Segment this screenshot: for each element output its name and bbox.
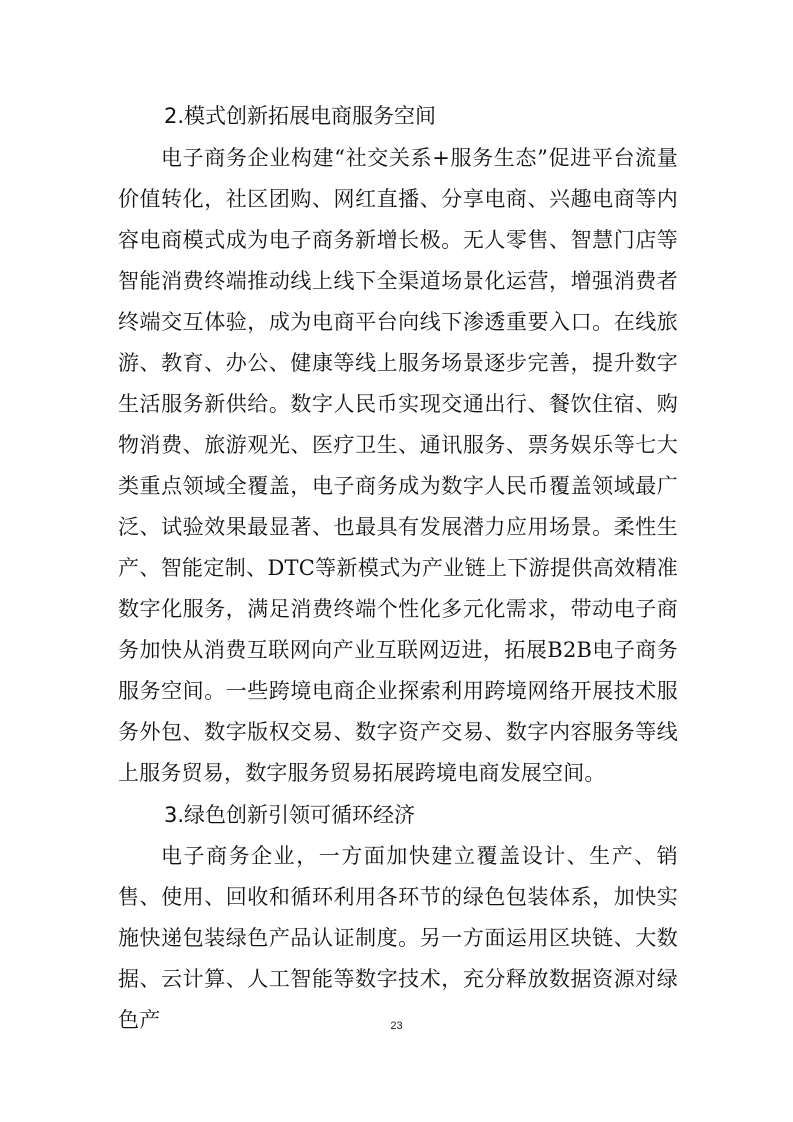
section-2-paragraph: 电子商务企业构建“社交关系+服务生态”促进平台流量价值转化，社区团购、网红直播、分享电商、兴趣电商等内容电商模式成为电子商务新增长极。无人零售、智慧门店等智能消费终端推动线上线下全渠道场景化运营，增强消费者终端交互体验，成为电商平台向线下渗透重要入口。在线旅游、教育、办公、健康等线上服务场景逐步完善，提升数字生活服务新供给。数字人民币实现交通出行、餐饮住宿、购物消费、旅游观光、医疗卫生、通讯服务、票务娱乐等七大类重点领域全覆盖，电子商务成为数字人民币覆盖领域最广泛、试验效果最显著、也最具有发展潜力应用场景。柔性生产、智能定制、DTC等新模式为产业链上下游提供高效精准数字化服务，满足消费终端个性化多元化需求，带动电子商务加快从消费互联网向产业互联网迈进，拓展B2B电子商务服务空间。一些跨境电商企业探索利用跨境网络开展技术服务外包、数字版权交易、数字资产交易、数字内容服务等线上服务贸易，数字服务贸易拓展跨境电商发展空间。: [118, 146, 678, 785]
page-number: 23: [390, 1020, 403, 1032]
section-3-heading: 3.绿色创新引领可循环经济: [164, 803, 416, 827]
section-3-paragraph: 电子商务企业，一方面加快建立覆盖设计、生产、销售、使用、回收和循环利用各环节的绿色包装体系，加快实施快递包装绿色产品认证制度。另一方面运用区块链、大数据、云计算、人工智能等数字技术，充分释放数据资源对绿色产: [118, 844, 678, 1032]
section-2-heading: 2.模式创新拓展电商服务空间: [164, 104, 437, 128]
page-body: [118, 96, 678, 1041]
